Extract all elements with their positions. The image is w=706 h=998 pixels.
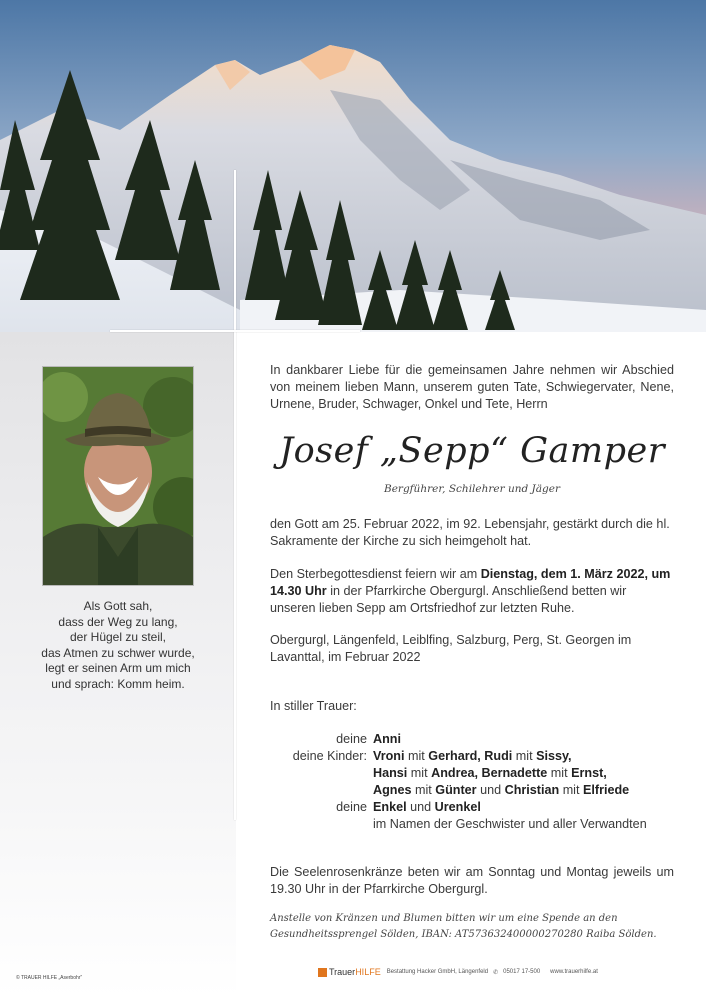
mourner-name: Christian (504, 783, 560, 797)
siblings-line: im Namen der Geschwister und aller Verwandten (373, 817, 647, 831)
poem-line: der Hügel zu steil, (69, 630, 167, 644)
mourner-name: Andrea, (431, 766, 478, 780)
mourner-name: Bernadette (481, 766, 548, 780)
death-text: den Gott am 25. Februar 2022, im 92. Lebensjahr, gestärkt durch die hl. Sakramente der Kirche zu sich heimgeholt hat. (270, 517, 670, 548)
mourner-name: Rudi (484, 749, 513, 763)
cross-horizontal-bar (110, 330, 360, 332)
funeral-text (270, 566, 674, 617)
intro-text: In dankbarer Liebe für die gemeinsamen Jahre nehmen wir Abschied von meinem lieben Mann, unserem guten Tate, Schwiegervater, Nene, Urnene, Bruder, Schwager, Onkel und Tete, Herrn (270, 363, 674, 411)
connector: mit (515, 749, 533, 763)
mourner-name: Günter (435, 783, 477, 797)
brand-part: Trauer (329, 967, 356, 977)
poem-line: Als Gott sah, (83, 599, 153, 613)
funeral-date: Dienstag, dem 1. März 2022, um 14.30 Uhr (270, 567, 671, 598)
poem-line: das Atmen zu schwer wurde, (41, 645, 195, 660)
mourner-row-wife (270, 731, 674, 748)
mourner-name: Ernst, (571, 766, 607, 780)
donation-note: Anstelle von Kränzen und Blumen bitten wir um eine Spende an den Gesundheitssprengel Sölden, IBAN: AT573632400000270280 Raiba Sölden. (270, 913, 657, 940)
cross-vertical-bar (234, 170, 236, 820)
footer (318, 967, 598, 977)
rosary-text: Die Seelenrosenkränze beten wir am Sonntag und Montag jeweils um 19.30 Uhr in der Pfarrkirche Obergurgl. (270, 865, 674, 896)
connector: mit (415, 783, 432, 797)
copyright: © TRAUER HILFE „Aserbohr“ (16, 975, 83, 981)
poem-line: legt er seinen Arm um mich (45, 661, 191, 675)
footer-company: Bestattung Hacker GmbH, Längenfeld (386, 969, 489, 975)
deceased-name: Josef „Sepp“ Gamper (279, 431, 665, 471)
funeral-after: in der Pfarrkirche Obergurgl. Anschließend betten wir unseren lieben Sepp am Ortsfriedhof zur letzten Ruhe. (270, 584, 627, 615)
connector: und (480, 783, 502, 797)
mourner-name: Sissy, (536, 749, 572, 763)
mourners-list (270, 731, 674, 833)
funeral-before: Den Sterbegottesdienst feiern wir am (270, 567, 481, 581)
mourning-heading: In stiller Trauer: (270, 699, 357, 713)
poem (18, 599, 218, 692)
connector: mit (550, 766, 568, 780)
deceased-title: Bergführer, Schilehrer und Jäger (384, 483, 560, 495)
mourner-row-children-3 (270, 782, 674, 799)
place-date: Obergurgl, Längenfeld, Leiblfing, Salzburg, Perg, St. Georgen im Lavanttal, im Februar 2022 (270, 633, 632, 664)
brand-logo (329, 967, 381, 977)
mourner-row-siblings (270, 816, 674, 833)
footer-web[interactable]: www.trauerhilfe.at (550, 969, 598, 975)
poem-line: dass der Weg zu lang, (58, 614, 178, 629)
intro-block (270, 362, 674, 413)
mourner-row-children (270, 748, 674, 765)
poem-line: und sprach: Komm heim. (51, 676, 185, 691)
logo-icon (318, 968, 327, 977)
connector: mit (410, 766, 428, 780)
mourner-row-children-2 (270, 765, 674, 782)
mourner-name: Vroni (373, 749, 405, 763)
mourner-name: Elfriede (582, 783, 630, 797)
mourner-name: Agnes (373, 783, 412, 797)
brand-part: HILFE (355, 967, 381, 977)
connector: mit (562, 783, 580, 797)
mourner-name: Gerhard, (428, 749, 481, 763)
phone-icon: ✆ (493, 969, 499, 976)
mountain-photo (0, 0, 706, 332)
mourner-name: Enkel (373, 800, 407, 814)
connector: und (410, 800, 432, 814)
mourner-row-grandchildren (270, 799, 674, 816)
mourner-name: Anni (373, 732, 401, 746)
mourner-label: deine Kinder: (292, 749, 367, 763)
mourner-name: Urenkel (434, 800, 481, 814)
footer-phone: 05017 17-500 (503, 969, 541, 975)
connector: mit (408, 749, 425, 763)
mourner-label: deine (336, 732, 367, 746)
mourner-name: Hansi (373, 766, 408, 780)
mourner-label: deine (336, 800, 367, 814)
portrait-photo (42, 366, 194, 586)
